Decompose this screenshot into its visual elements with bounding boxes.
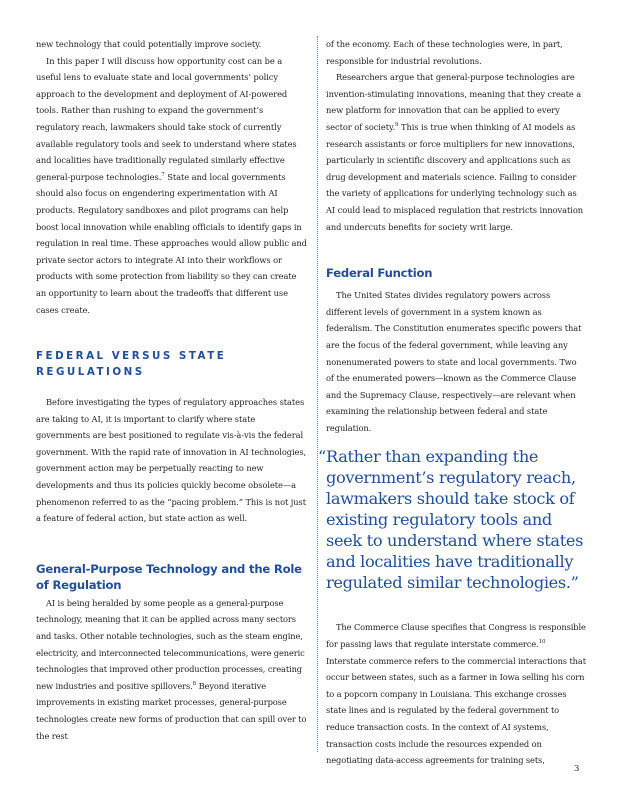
- left-paragraph-1: new technology that could potentially improve society.: [36, 39, 262, 49]
- column-divider: [317, 36, 318, 752]
- right-paragraph-2: [326, 69, 586, 235]
- pull-quote-text: Rather than expanding the government’s regulatory reach, lawmakers should take stock of existing regulatory tools and seek to understand where states and localities have traditionally regulated similar technologies.”: [326, 447, 584, 593]
- right-paragraph-3: The United States divides regulatory powers across different levels of government in a system known as federalism. The Constitution enumerates specific powers that are the focus of the federal government, while leaving any nonenumerated powers to state and local governments. Two of the enumerated powers—known as the Commerce Clause and the Supremacy Clause, respectively—are relevant when examining the relationship between federal and state regulation.: [326, 290, 582, 433]
- footnote-10: 10: [538, 639, 546, 646]
- right-paragraph-4: [326, 619, 586, 768]
- left-paragraph-4-rest: Beyond iterative improvements in existing market processes, general-purpose technologies create new forms of production that can spill over to the rest: [36, 680, 307, 741]
- right-paragraph-4-text: The Commerce Clause specifies that Congress is responsible for passing laws that regulate interstate commerce.: [326, 622, 586, 650]
- footnote-9: 9: [395, 121, 399, 128]
- right-paragraph-2-rest: This is true when thinking of AI models as research assistants or force multipliers for new innovations, particularly in scientific discovery and applications such as drug development and materials science. Failing to consider the variety of applications for underlying technology such as AI could lead to misplaced regulation that restricts innovation and undercuts benefits for society writ large.: [326, 121, 584, 232]
- pull-quote: [318, 446, 586, 593]
- left-paragraph-2-rest: State and local governments should also focus on engendering experimentation with AI products. Regulatory sandboxes and pilot programs can help boost local innovation while enabling officials to identify gaps in regulation in real time. These approaches would allow public and private sector actors to integrate AI into their workflows or products with some protection from liability so they can create an opportunity to learn about the tradeoffs that different use cases create.: [36, 171, 307, 315]
- footnote-8: 8: [192, 680, 197, 687]
- right-paragraph-1: of the economy. Each of these technologies were, in part, responsible for industrial revolutions.: [326, 39, 563, 66]
- left-paragraph-4-text: AI is being heralded by some people as a general-purpose technology, meaning that it can be applied across many sectors and tasks. Other notable technologies, such as the steam engine, electricity, and interconnected telecommunications, were generic technologies that improved other production processes, creating new industries and positive spillovers.: [36, 597, 305, 691]
- footnote-7: 7: [161, 171, 165, 178]
- section-heading-federal-vs-state: FEDERAL VERSUS STATE REGULATIONS: [36, 350, 227, 379]
- subheading-general-purpose-technology: General-Purpose Technology and the Role of Regulation: [36, 561, 302, 592]
- left-paragraph-4: [36, 595, 307, 744]
- page-number: 3: [574, 764, 580, 774]
- subheading-federal-function: Federal Function: [326, 266, 433, 281]
- right-paragraph-4-rest: Interstate commerce refers to the commercial interactions that occur between states, such as a farmer in Iowa selling his corn to a popcorn company in Louisiana. This exchange crosses state lines and is regulated by the federal government to reduce transaction costs. In the context of AI systems, transaction costs include the resources expended on negotiating data-access agreements for training sets,: [326, 655, 586, 766]
- left-column: [36, 36, 307, 744]
- left-paragraph-3: Before investigating the types of regulatory approaches states are taking to AI, it is important to clarify where state governments are best positioned to regulate vis-à-vis the federal government. With the rapid rate of innovation in AI technologies, government action may be perpetually reacting to new developments and thus its policies quickly become obsolete—a phenomenon referred to as the “pacing problem.” This is not just a feature of federal action, but state action as well.: [36, 397, 307, 524]
- right-paragraph-2-text: Researchers argue that general-purpose technologies are invention-stimulating innovations, meaning that they create a new platform for innovation that can be applied to every sector of society.: [326, 72, 582, 132]
- pull-quote-open-mark: “: [318, 447, 326, 467]
- left-paragraph-2: [36, 53, 307, 319]
- left-paragraph-2-text: In this paper I will discuss how opportunity cost can be a useful lens to evaluate state and local governments’ policy approach to the development and deployment of AI-powered tools. Rather than rushing to expand the government’s regulatory reach, lawmakers should take stock of currently available regulatory tools and seek to understand where states and localities have traditionally regulated similarly effective general-purpose technologies.: [36, 55, 297, 182]
- right-column: [318, 36, 586, 769]
